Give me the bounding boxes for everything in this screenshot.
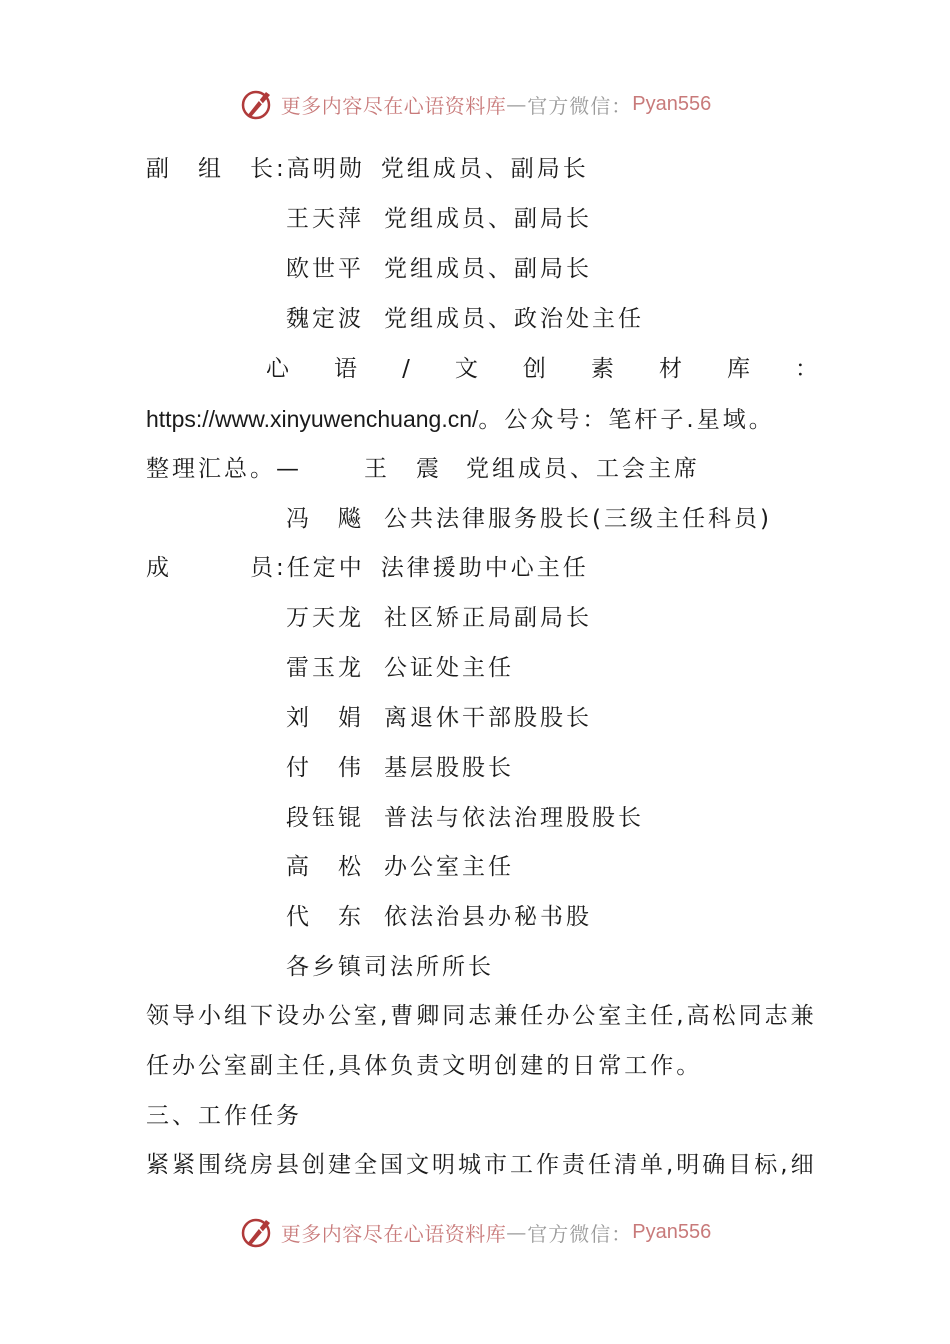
person-title: 社区矫正局副局长 <box>384 605 592 631</box>
office-paragraph-line-2 <box>146 1051 702 1081</box>
office-paragraph-line-1 <box>146 1001 817 1031</box>
person-name: 王天萍 <box>286 206 364 232</box>
person-title: 党组成员、副局长 <box>384 206 592 232</box>
wm-char: 材 <box>658 356 682 382</box>
banner-wechat-id: Pyan556 <box>632 92 712 115</box>
paragraph-text: 紧紧围绕房县创建全国文明城市工作责任清单,明确目标,细 <box>146 1152 817 1178</box>
deputy-row-1 <box>146 154 589 184</box>
person-title: 离退休干部股股长 <box>384 705 592 731</box>
person-title: 基层股股长 <box>384 755 514 781</box>
wm-char: 库 <box>726 356 750 382</box>
person-name: 代 东 <box>286 904 364 930</box>
quill-logo-icon <box>239 1214 275 1250</box>
person-name: 付 伟 <box>286 755 364 781</box>
member-row-5 <box>286 753 514 783</box>
banner-wechat-label: 官方微信： <box>527 93 633 118</box>
member-row-4 <box>286 703 592 733</box>
member-row-9 <box>286 952 494 982</box>
wm-char: 创 <box>522 356 546 382</box>
wm-char: 文 <box>454 356 478 382</box>
watermark-line-chars <box>266 354 818 384</box>
wm-char: 素 <box>590 356 614 382</box>
member-row-2 <box>286 603 592 633</box>
person-name: 刘 娟 <box>286 705 364 731</box>
deputy-row-3 <box>286 254 592 284</box>
person-title: 党组成员、工会主席 <box>466 456 700 482</box>
member-row-7 <box>286 852 514 882</box>
deputy-row-2 <box>286 204 592 234</box>
watermark-end: 整理汇总。— <box>146 456 302 482</box>
person-title: 公共法律服务股长(三级主任科员) <box>384 506 772 532</box>
person-title: 党组成员、政治处主任 <box>384 306 644 332</box>
quill-logo-icon <box>239 86 275 122</box>
watermark-url: https://www.xinyuwenchuang.cn/ <box>146 406 479 432</box>
watermark-line-url <box>146 404 775 435</box>
person-name: 魏定波 <box>286 306 364 332</box>
person-name: 任定中 <box>286 555 365 581</box>
person-name: 欧世平 <box>286 256 364 282</box>
banner-dash: — <box>506 1220 528 1244</box>
deputy-row-5 <box>146 454 700 484</box>
person-title: 办公室主任 <box>384 854 514 880</box>
watermark-tail: 。公众号：笔杆子.星域。 <box>478 407 775 433</box>
member-row-1 <box>146 553 589 583</box>
header-watermark-banner <box>0 84 950 124</box>
member-row-8 <box>286 902 592 932</box>
person-name: 冯 飚 <box>286 506 364 532</box>
paragraph-text: 领导小组下设办公室,曹卿同志兼任办公室主任,高松同志兼 <box>146 1003 817 1029</box>
person-name: 万天龙 <box>286 605 364 631</box>
section-heading-3 <box>146 1101 302 1131</box>
wm-char: ： <box>795 356 818 382</box>
person-name: 高 松 <box>286 854 364 880</box>
person-title: 普法与依法治理股股长 <box>384 805 644 831</box>
section-title: 三、工作任务 <box>146 1103 302 1129</box>
banner-wechat-label: 官方微信： <box>527 1221 633 1246</box>
wm-char: 语 <box>334 356 358 382</box>
wm-char: / <box>402 356 410 382</box>
banner-text: 更多内容尽在心语资料库 <box>280 1221 507 1246</box>
deputy-row-4 <box>286 304 644 334</box>
person-title: 依法治县办秘书股 <box>384 904 592 930</box>
banner-wechat-id: Pyan556 <box>632 1220 712 1243</box>
member-row-6 <box>286 803 644 833</box>
deputy-row-6 <box>286 504 772 534</box>
deputy-label: 副 组 长: <box>146 156 287 182</box>
member-text: 各乡镇司法所所长 <box>286 954 494 980</box>
person-name: 高明勋 <box>286 156 365 182</box>
person-name: 王 震 <box>364 456 442 482</box>
member-row-3 <box>286 653 514 683</box>
person-title: 法律援助中心主任 <box>380 555 589 581</box>
wm-char: 心 <box>266 356 289 382</box>
footer-watermark-banner <box>0 1212 950 1252</box>
person-name: 段钰锟 <box>286 805 364 831</box>
paragraph-text: 任办公室副主任,具体负责文明创建的日常工作。 <box>146 1053 703 1079</box>
person-title: 党组成员、副局长 <box>380 156 589 182</box>
person-name: 雷玉龙 <box>286 655 364 681</box>
banner-dash: — <box>506 92 528 116</box>
member-label: 成 员: <box>146 555 287 581</box>
person-title: 党组成员、副局长 <box>384 256 592 282</box>
task-paragraph-line-1 <box>146 1150 817 1180</box>
person-title: 公证处主任 <box>384 655 514 681</box>
banner-text: 更多内容尽在心语资料库 <box>280 93 507 118</box>
